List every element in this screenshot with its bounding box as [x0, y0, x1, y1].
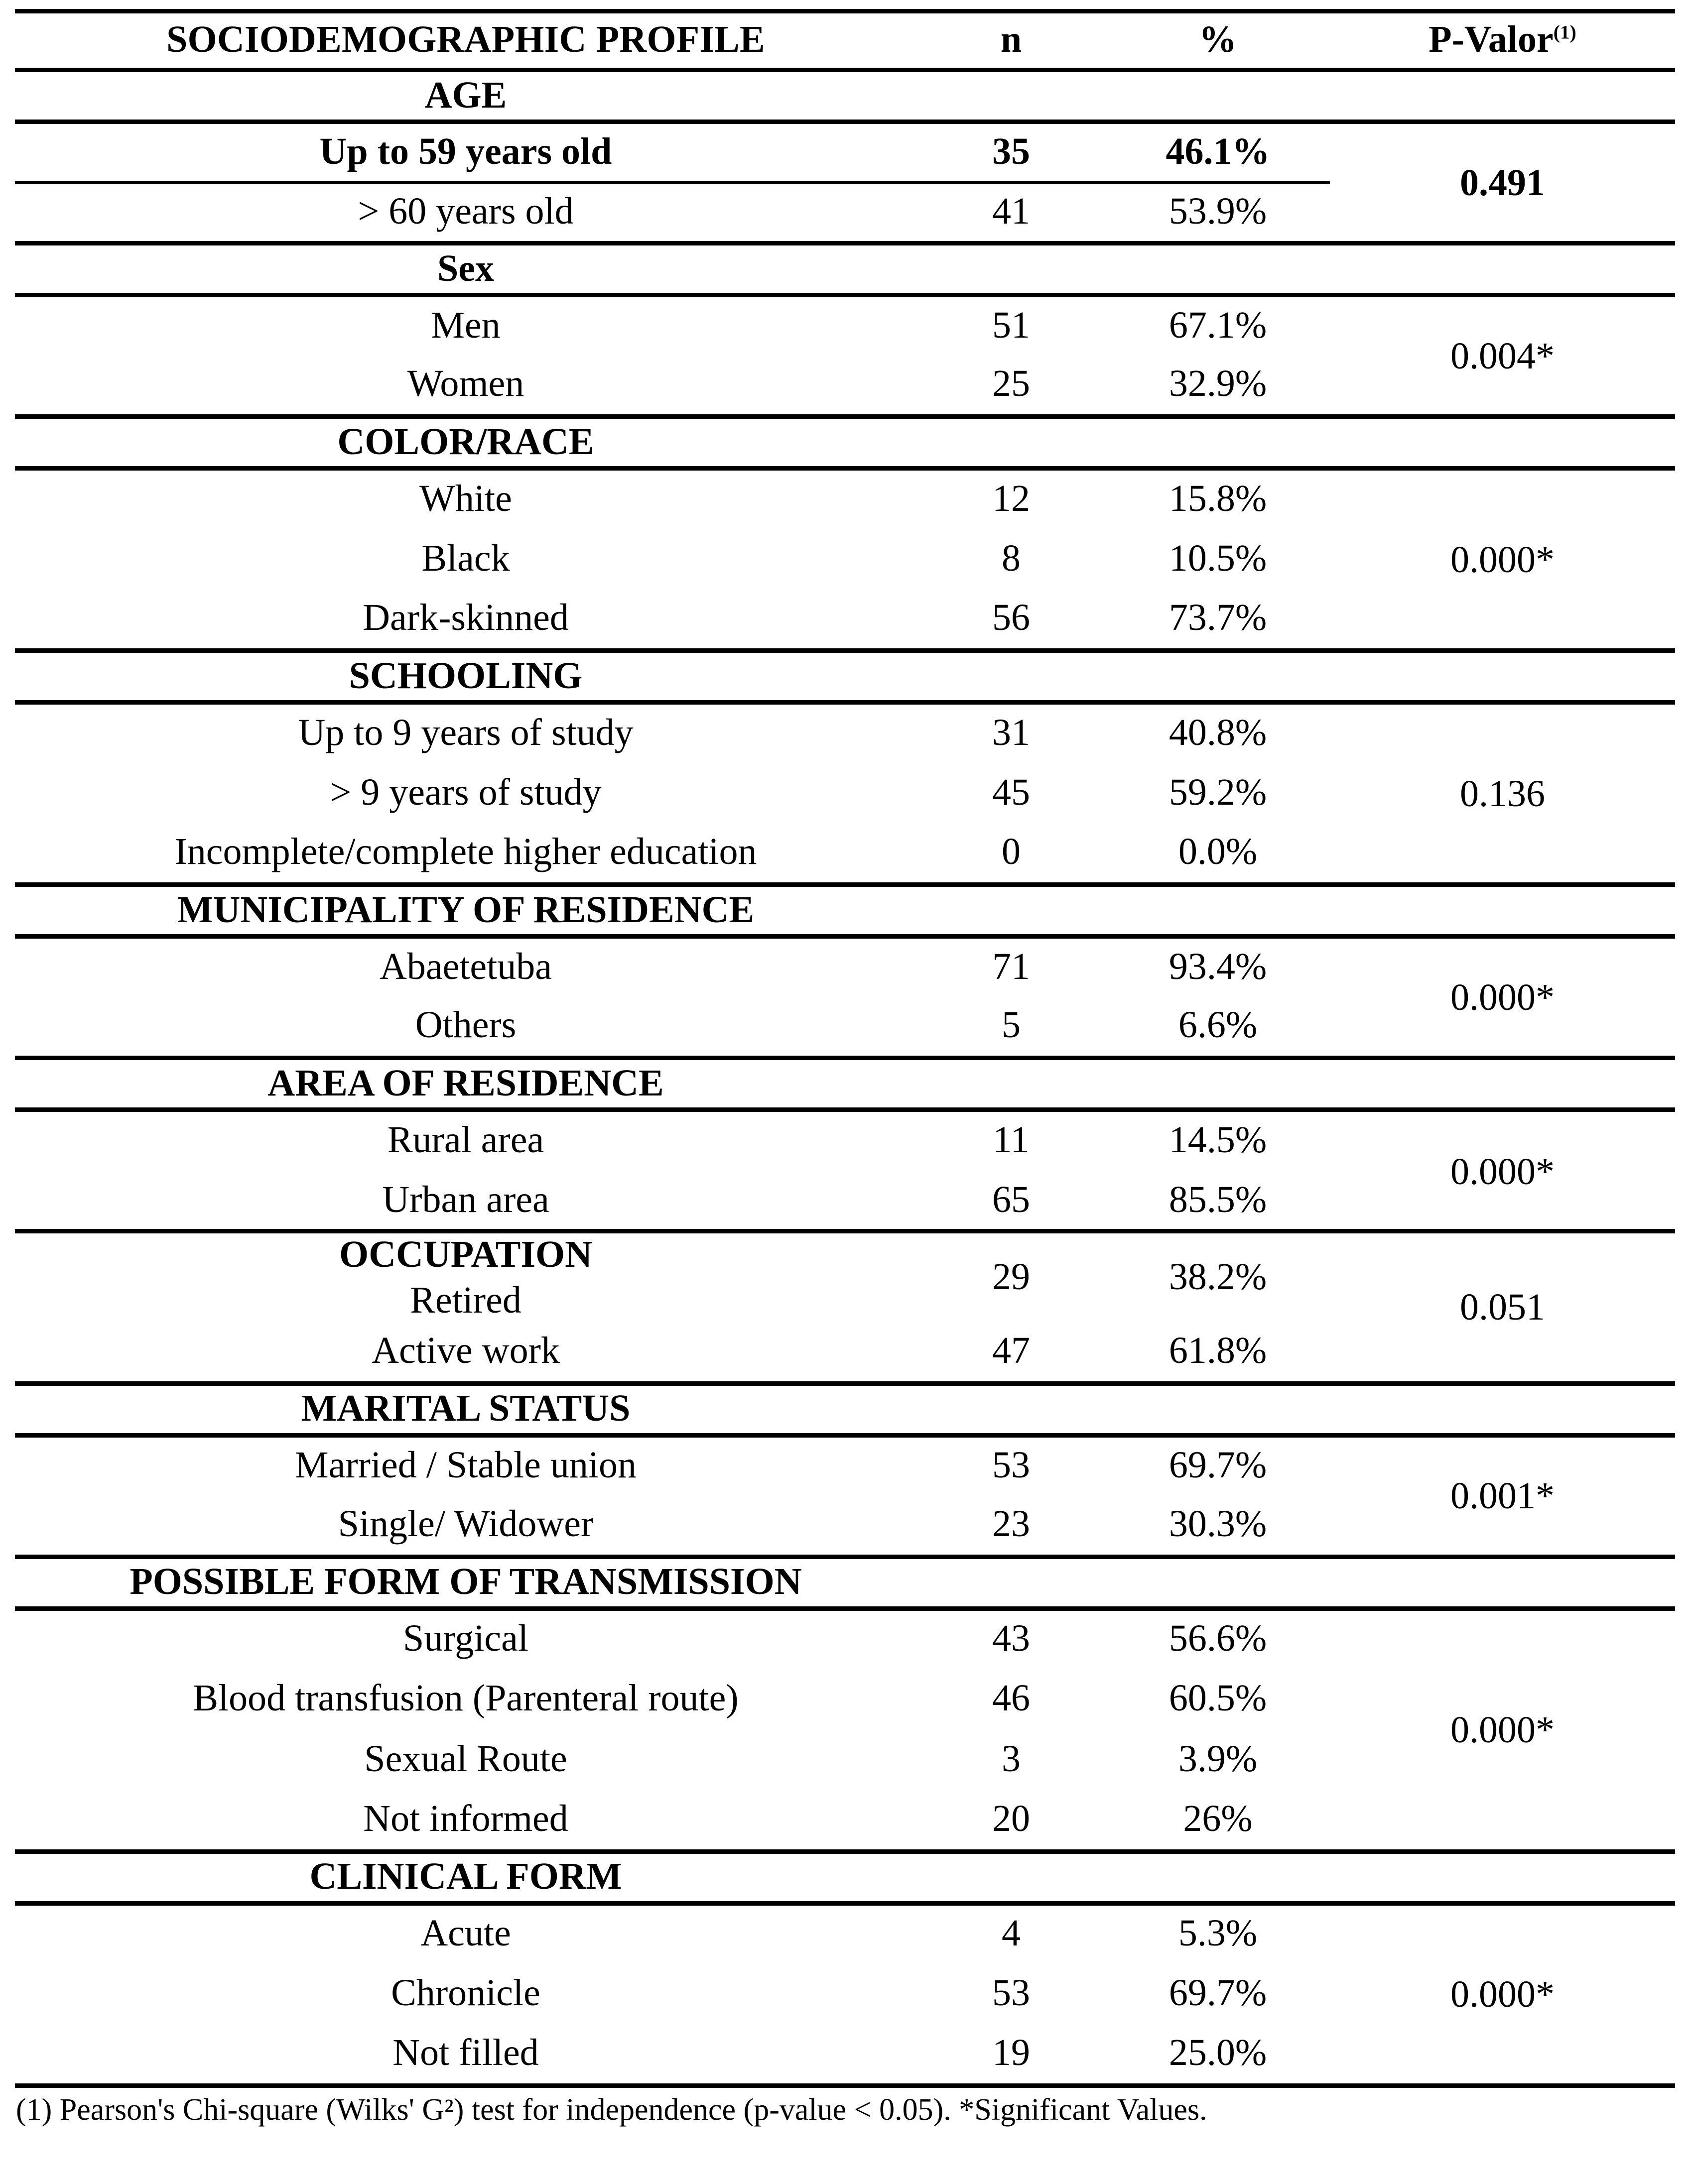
column-header-pct: %	[1199, 18, 1237, 60]
section-header-spacer-p	[1330, 1383, 1675, 1435]
row-count: 23	[992, 1502, 1030, 1545]
section-header-row	[15, 1383, 1675, 1435]
row-label: Black	[421, 537, 510, 579]
section-header-spacer-n	[916, 651, 1106, 703]
section-pvalue: 0.000*	[1450, 976, 1555, 1018]
table-body	[15, 70, 1675, 2086]
column-header-profile: SOCIODEMOGRAPHIC PROFILE	[166, 18, 765, 60]
table-row	[15, 1110, 1675, 1171]
section-title: CLINICAL FORM	[309, 1855, 622, 1898]
section-pvalue: 0.051	[1460, 1286, 1545, 1329]
section-header-spacer-p	[1330, 417, 1675, 469]
section-header-spacer-pct	[1106, 1557, 1330, 1608]
row-count: 35	[916, 122, 1106, 183]
row-count: 31	[992, 711, 1030, 753]
row-percent: 60.5%	[1169, 1677, 1267, 1719]
section-header-row	[15, 417, 1675, 469]
row-count: 25	[992, 363, 1030, 405]
row-count: 56	[992, 597, 1030, 639]
section-header-spacer-pct	[1106, 417, 1330, 469]
row-label: Sexual Route	[364, 1738, 567, 1780]
row-percent: 30.3%	[1169, 1502, 1267, 1545]
row-percent: 93.4%	[1169, 945, 1267, 987]
row-count: 8	[1002, 537, 1021, 579]
section-header-spacer-p	[1330, 243, 1675, 295]
section-header-row	[15, 70, 1675, 122]
section-header-spacer-n	[916, 1383, 1106, 1435]
row-count: 65	[992, 1178, 1030, 1220]
section-pvalue: 0.491	[1460, 161, 1545, 204]
row-label: Chronicle	[391, 1972, 540, 2014]
table-row	[15, 1608, 1675, 1669]
row-label: Incomplete/complete higher education	[174, 831, 757, 873]
row-percent: 32.9%	[1169, 363, 1267, 405]
row-percent: 53.9%	[1169, 190, 1267, 232]
section-header-spacer-p	[1330, 1557, 1675, 1608]
section-header-spacer-n	[916, 1058, 1106, 1110]
section-title: OCCUPATION	[339, 1233, 593, 1275]
row-percent: 67.1%	[1169, 304, 1267, 346]
table-row	[15, 295, 1675, 356]
row-percent: 56.6%	[1169, 1617, 1267, 1660]
section-header-row	[15, 1058, 1675, 1110]
section-title: MARITAL STATUS	[301, 1387, 631, 1430]
column-header-n: n	[1000, 18, 1022, 60]
row-count: 4	[1002, 1912, 1021, 1954]
row-label: Single/ Widower	[338, 1502, 594, 1545]
section-header-spacer-pct	[1106, 651, 1330, 703]
row-label: Women	[407, 363, 524, 405]
row-percent: 10.5%	[1169, 537, 1267, 579]
row-percent: 26%	[1183, 1797, 1253, 1839]
row-label: Not filled	[392, 2031, 539, 2073]
row-count: 46	[992, 1677, 1030, 1719]
table-row	[15, 703, 1675, 763]
row-percent: 3.9%	[1178, 1738, 1258, 1780]
section-header-spacer-p	[1330, 1058, 1675, 1110]
section-title: AREA OF RESIDENCE	[267, 1062, 664, 1104]
row-label: Surgical	[403, 1617, 528, 1660]
section-header-spacer-pct	[1106, 1851, 1330, 1903]
row-percent: 40.8%	[1169, 711, 1267, 753]
section-title: AGE	[424, 74, 507, 116]
table-row	[15, 1903, 1675, 1964]
row-label: Abaetetuba	[379, 945, 552, 987]
row-count: 51	[992, 304, 1030, 346]
row-label: Urban area	[382, 1178, 549, 1220]
row-count: 19	[992, 2031, 1030, 2073]
row-percent: 15.8%	[1169, 477, 1267, 519]
section-pvalue: 0.136	[1460, 772, 1545, 815]
section-header-spacer-p	[1330, 651, 1675, 703]
section-header-spacer-pct	[1106, 1058, 1330, 1110]
section-header-spacer-n	[916, 417, 1106, 469]
row-count: 71	[992, 945, 1030, 987]
section-title: MUNICIPALITY OF RESIDENCE	[177, 888, 755, 931]
section-header-spacer-pct	[1106, 243, 1330, 295]
section-header-spacer-pct	[1106, 885, 1330, 937]
section-header-spacer-p	[1330, 1851, 1675, 1903]
row-label: Others	[415, 1004, 517, 1046]
row-percent: 73.7%	[1169, 597, 1267, 639]
section-header-row	[15, 651, 1675, 703]
row-percent: 59.2%	[1169, 771, 1267, 813]
row-count: 5	[1002, 1004, 1021, 1046]
row-label: Acute	[420, 1912, 511, 1954]
row-count: 0	[1002, 831, 1021, 873]
row-count: 43	[992, 1617, 1030, 1660]
row-label: Rural area	[387, 1118, 544, 1161]
section-header-row	[15, 1557, 1675, 1608]
row-count: 29	[992, 1255, 1030, 1298]
section-title: SCHOOLING	[349, 654, 583, 697]
row-label: Married / Stable union	[295, 1444, 637, 1486]
row-count: 45	[992, 771, 1030, 813]
row-percent: 69.7%	[1169, 1972, 1267, 2014]
row-percent: 61.8%	[1169, 1329, 1267, 1371]
section-pvalue: 0.000*	[1450, 1709, 1555, 1751]
row-percent: 0.0%	[1178, 831, 1258, 873]
section-title: Sex	[437, 247, 494, 289]
row-label: > 60 years old	[358, 190, 574, 232]
section-pvalue: 0.000*	[1450, 1973, 1555, 2016]
section-pvalue: 0.001*	[1450, 1475, 1555, 1517]
row-label: Up to 9 years of study	[298, 711, 634, 753]
row-percent: 69.7%	[1169, 1444, 1267, 1486]
row-label: Retired	[410, 1279, 521, 1321]
row-percent: 46.1%	[1106, 122, 1330, 183]
row-count: 47	[992, 1329, 1030, 1371]
header-row	[15, 11, 1675, 70]
section-header-spacer-n	[916, 1557, 1106, 1608]
row-label: Up to 59 years old	[15, 122, 916, 183]
row-label: Not informed	[363, 1797, 568, 1839]
row-count: 12	[992, 477, 1030, 519]
row-percent: 38.2%	[1169, 1255, 1267, 1298]
section-title: COLOR/RACE	[337, 420, 594, 463]
row-label: > 9 years of study	[330, 771, 602, 813]
section-pvalue: 0.004*	[1450, 335, 1555, 377]
section-header-spacer-n	[916, 885, 1106, 937]
table-row	[15, 469, 1675, 529]
table-head	[15, 11, 1675, 70]
row-percent: 14.5%	[1169, 1118, 1267, 1161]
row-label: White	[419, 477, 512, 519]
section-header-spacer-n	[916, 243, 1106, 295]
row-count: 53	[992, 1444, 1030, 1486]
section-header-spacer-p	[1330, 70, 1675, 122]
section-title: POSSIBLE FORM OF TRANSMISSION	[130, 1561, 802, 1603]
row-count: 20	[992, 1797, 1030, 1839]
section-header-row	[15, 1851, 1675, 1903]
table-row	[15, 937, 1675, 997]
row-percent: 85.5%	[1169, 1178, 1267, 1220]
section-header-row	[15, 885, 1675, 937]
section-header-spacer-p	[1330, 885, 1675, 937]
column-header-pvalue	[1330, 11, 1675, 70]
row-count: 41	[992, 190, 1030, 232]
section-pvalue: 0.000*	[1450, 538, 1555, 581]
occupation-title-and-row-label	[15, 1231, 916, 1323]
section-header-spacer-n	[916, 70, 1106, 122]
row-count: 3	[1002, 1738, 1021, 1780]
section-header-row	[15, 243, 1675, 295]
sociodemographic-profile-table	[15, 9, 1675, 2088]
section-pvalue: 0.000*	[1450, 1150, 1555, 1193]
table-row	[15, 1231, 1675, 1323]
row-label: Blood transfusion (Parenteral route)	[193, 1677, 739, 1719]
table-footnote: (1) Pearson's Chi-square (Wilks' G²) test for independence (p-value < 0.05). *Significant Values.	[16, 2092, 1207, 2127]
section-header-spacer-n	[916, 1851, 1106, 1903]
row-percent: 5.3%	[1178, 1912, 1258, 1954]
row-percent: 6.6%	[1178, 1004, 1258, 1046]
row-label: Dark-skinned	[363, 597, 569, 639]
row-count: 11	[993, 1118, 1030, 1161]
row-label: Active work	[372, 1329, 560, 1371]
row-label: Men	[431, 304, 501, 346]
section-header-spacer-pct	[1106, 70, 1330, 122]
column-header-pvalue-text: P-Valor	[1429, 18, 1554, 60]
table-row	[15, 1435, 1675, 1496]
table-row	[15, 122, 1675, 183]
row-percent: 25.0%	[1169, 2031, 1267, 2073]
row-count: 53	[992, 1972, 1030, 2014]
section-header-spacer-pct	[1106, 1383, 1330, 1435]
footnote-marker: (1)	[1553, 21, 1576, 43]
